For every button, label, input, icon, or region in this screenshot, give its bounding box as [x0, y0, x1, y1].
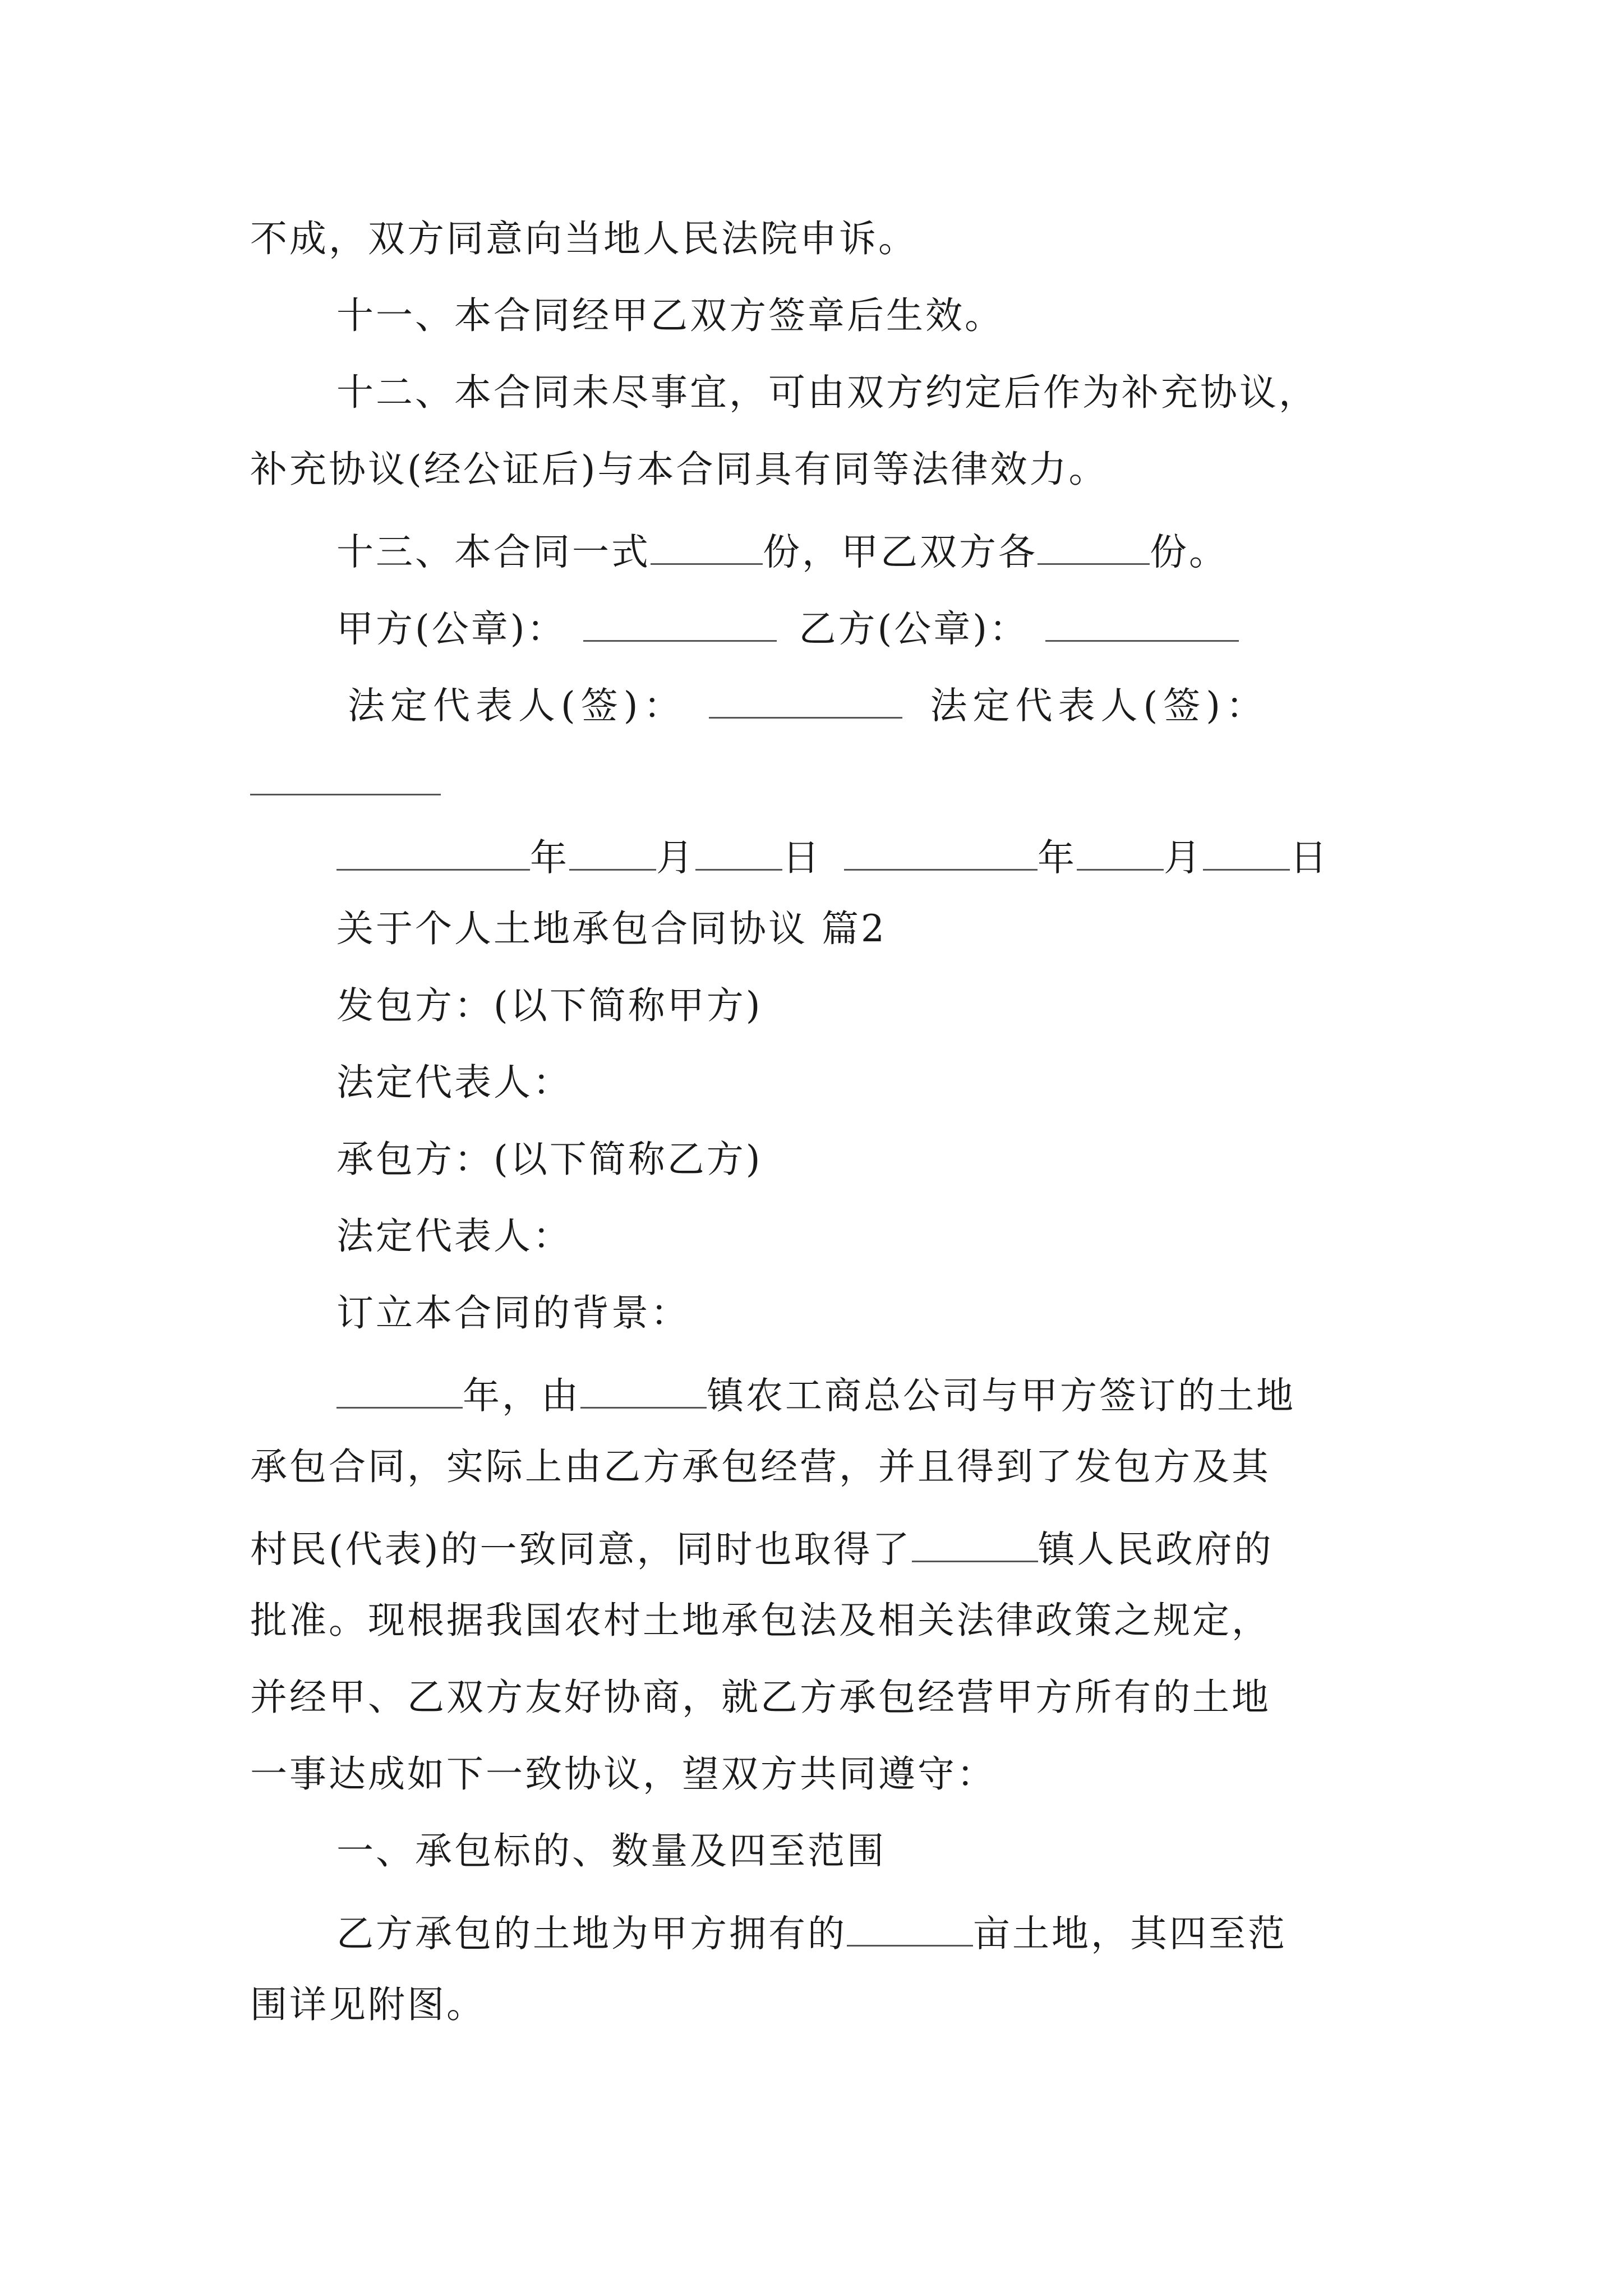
date-blank — [844, 834, 1038, 871]
paragraph-text: 法定代表人： — [336, 1214, 572, 1258]
day-label: 日 — [782, 836, 822, 880]
paragraph-text: 年，由 — [463, 1374, 580, 1418]
year-label: 年 — [530, 836, 569, 880]
copies-blank — [651, 528, 763, 565]
date-blank — [1203, 834, 1290, 871]
paragraph-text: 一事达成如下一致协议，望双方共同遵守： — [250, 1752, 996, 1796]
clause-13 — [336, 528, 1228, 574]
party-a-representative-label: 法定代表人(签)： — [348, 684, 686, 728]
paragraph-text: 镇人民政府的 — [1038, 1527, 1274, 1571]
area-blank — [847, 1910, 973, 1947]
paragraph-text: 村民(代表)的一致同意，同时也取得了 — [250, 1527, 912, 1571]
party-a-seal-label: 甲方(公章)： — [336, 607, 566, 651]
party-b-representative-label: 法定代表人(签)： — [930, 684, 1269, 728]
heading-text: 关于个人土地承包合同协议 篇2 — [336, 907, 887, 950]
heading-text: 一、承包标的、数量及四至范围 — [336, 1829, 886, 1872]
text-line — [250, 217, 917, 260]
month-label: 月 — [1164, 836, 1203, 880]
text-line — [250, 1525, 1274, 1571]
date-blank — [569, 834, 656, 871]
paragraph-text: 份，甲乙双方各 — [763, 530, 1038, 574]
paragraph-text: 承包合同，实际上由乙方承包经营，并且得到了发包方及其 — [250, 1445, 1271, 1488]
town-blank — [580, 1372, 707, 1409]
date-blank — [336, 834, 530, 871]
paragraph-text: 订立本合同的背景： — [336, 1291, 690, 1335]
copies-each-blank — [1038, 528, 1150, 565]
paragraph-text: 十三、本合同一式 — [336, 530, 651, 574]
section-heading — [336, 1829, 886, 1872]
text-line — [336, 1214, 572, 1258]
date-blank — [695, 834, 782, 871]
party-a-seal-blank — [583, 605, 777, 642]
section-heading — [336, 907, 887, 950]
paragraph-text: 围详见附图。 — [250, 1983, 486, 2026]
text-line — [336, 1061, 572, 1104]
text-line — [336, 1291, 690, 1335]
party-a-signature-blank — [709, 682, 902, 719]
paragraph-text: 份。 — [1150, 530, 1228, 574]
seal-line — [336, 605, 1239, 651]
date-blank — [1077, 834, 1164, 871]
paragraph-text: 承包方：(以下简称乙方) — [336, 1138, 763, 1181]
text-line — [336, 984, 763, 1027]
month-label: 月 — [656, 836, 695, 880]
paragraph-text: 乙方承包的土地为甲方拥有的 — [336, 1912, 847, 1955]
paragraph-text: 并经甲、乙双方友好协商，就乙方承包经营甲方所有的土地 — [250, 1676, 1271, 1719]
party-b-seal-label: 乙方(公章)： — [799, 607, 1029, 651]
party-b-seal-blank — [1045, 605, 1239, 642]
paragraph-text: 不成，双方同意向当地人民法院申诉。 — [250, 217, 917, 260]
paragraph-text: 十二、本合同未尽事宜，可由双方约定后作为补充协议， — [336, 371, 1318, 414]
day-label: 日 — [1290, 836, 1329, 880]
paragraph-text: 批准。现根据我国农村土地承包法及相关法律政策之规定， — [250, 1599, 1271, 1642]
paragraph-text: 亩土地，其四至范 — [973, 1912, 1287, 1955]
text-line — [336, 1910, 1287, 1953]
paragraph-text: 十一、本合同经甲乙双方签章后生效。 — [336, 294, 1004, 337]
text-line — [250, 1752, 996, 1796]
paragraph-text: 法定代表人： — [336, 1061, 572, 1104]
signature-line — [348, 682, 1269, 728]
clause-12 — [336, 371, 1318, 414]
paragraph-text: 补充协议(经公证后)与本合同具有同等法律效力。 — [250, 448, 1108, 491]
town-blank — [912, 1525, 1038, 1562]
paragraph-text: 镇农工商总公司与甲方签订的土地 — [707, 1374, 1295, 1418]
text-line — [250, 1599, 1271, 1642]
text-line — [250, 1676, 1271, 1719]
text-line — [336, 1372, 1295, 1418]
clause-11 — [336, 294, 1004, 337]
text-line — [250, 1445, 1271, 1488]
text-line — [250, 1983, 486, 2026]
year-label: 年 — [1038, 836, 1077, 880]
party-b-signature-blank — [250, 794, 441, 795]
date-line — [336, 834, 1329, 880]
year-blank — [336, 1372, 463, 1409]
paragraph-text: 发包方：(以下简称甲方) — [336, 984, 763, 1027]
text-line — [336, 1138, 763, 1181]
text-line — [250, 448, 1108, 491]
